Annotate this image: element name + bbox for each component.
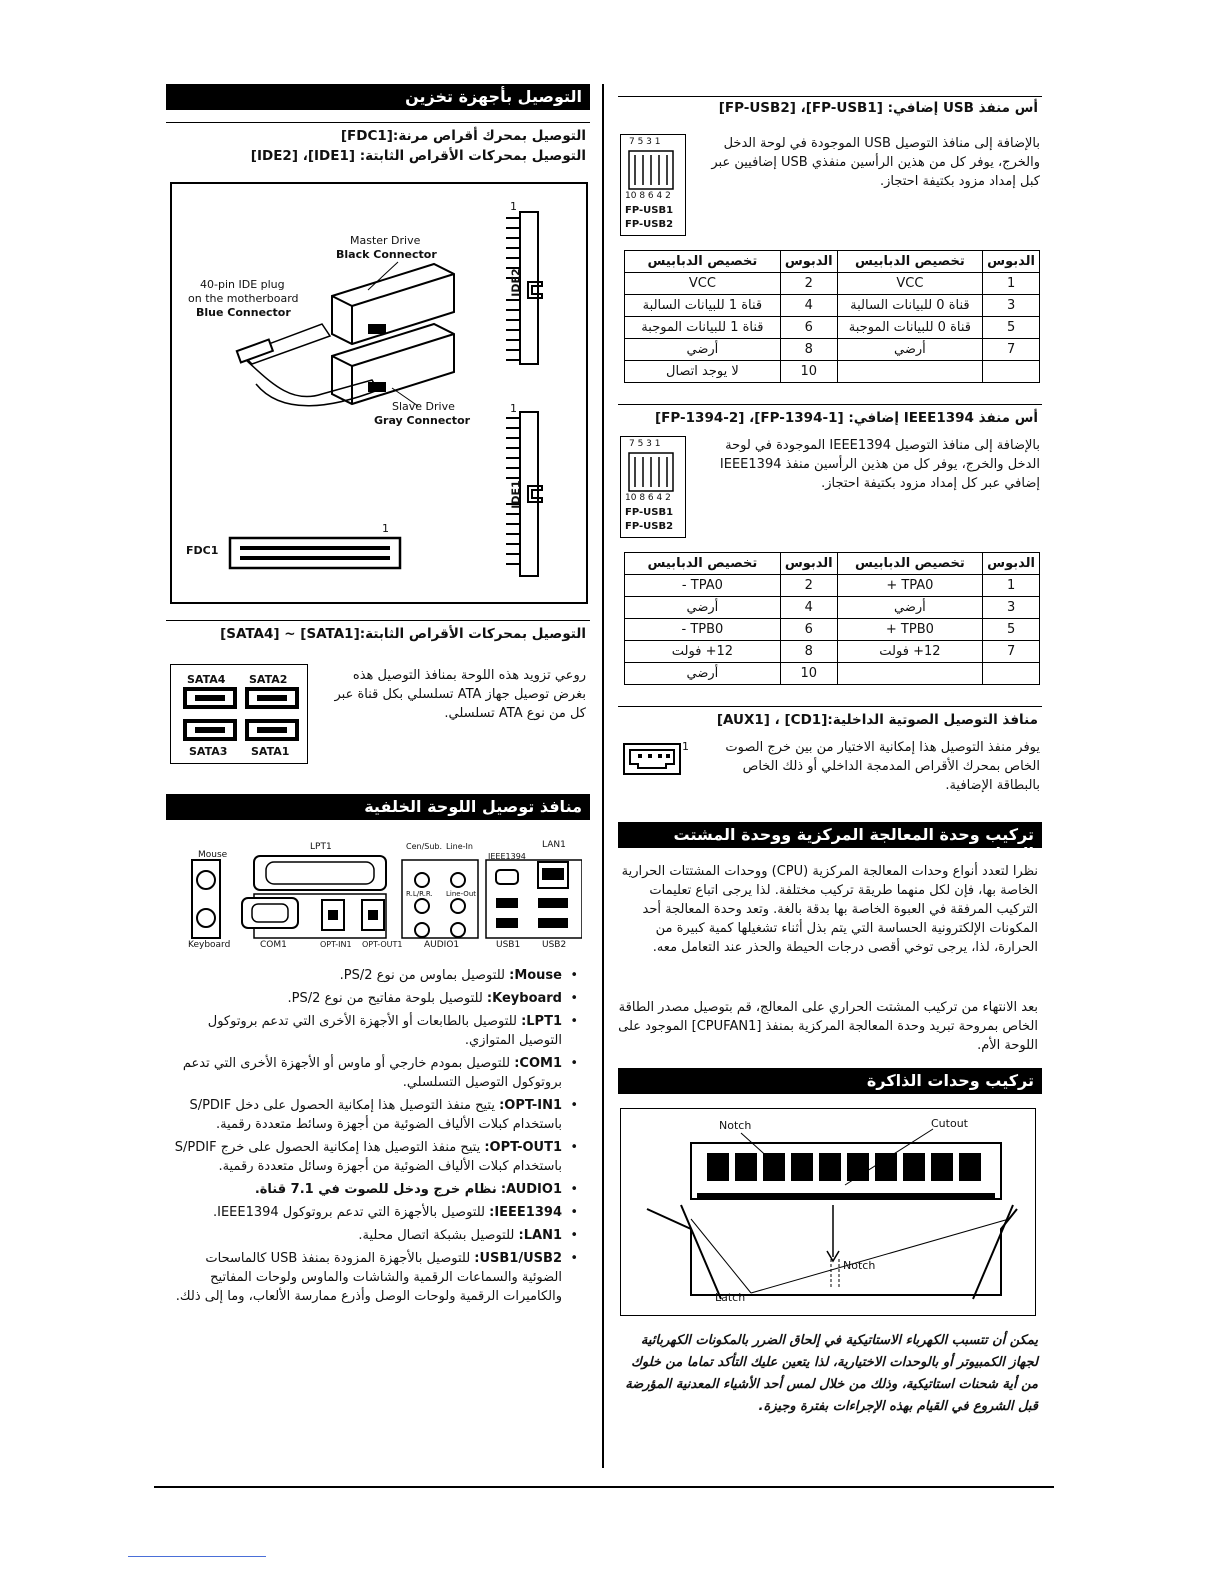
- column-separator: [602, 84, 604, 1468]
- memory-drawing: [621, 1109, 1035, 1315]
- header-pins-even: 10 8 6 4 2: [625, 191, 671, 201]
- optout-port-label: OPT-OUT1: [362, 940, 403, 949]
- table-cell: 12+ فولت: [837, 641, 983, 663]
- header-pins-odd: 7 5 3 1: [629, 439, 661, 449]
- bullet-text: للتوصيل بالطابعات أو الأجهزة الأخرى التي تدعم بروتوكول التوصيل المتوازي.: [207, 1014, 562, 1048]
- table-cell: TPA0 +: [837, 575, 983, 597]
- usb-pin-table: [624, 250, 1040, 383]
- table-cell: أرضي: [625, 663, 781, 685]
- slot-notch-label: Notch: [843, 1259, 876, 1272]
- table-row: [625, 619, 1040, 641]
- lineout-label: Line-Out: [446, 890, 476, 898]
- table-cell: أرضي: [837, 339, 983, 361]
- memory-install-title: تركيب وحدات الذاكرة: [618, 1068, 1042, 1094]
- cpu-paragraph-2: بعد الانتهاء من تركيب المشتت الحراري على المعالج، قم بتوصيل مصدر الطاقة الخاص بمروحة تبريد وحدة المعالجة المركزية بمنفذ [CPUFAN1] الموجود على اللوحة الأم.: [618, 1000, 1038, 1053]
- bullet-audio1: [166, 1180, 578, 1199]
- table-header: تخصيص الدبابيس: [837, 251, 983, 273]
- rear-panel-diagram: [186, 834, 582, 954]
- table-cell: 8: [780, 339, 837, 361]
- divider: [618, 706, 1042, 707]
- table-cell: أرضي: [625, 597, 781, 619]
- table-row: [625, 339, 1040, 361]
- ieee-pin-table: [624, 552, 1040, 685]
- bullet-name: OPT-OUT1:: [484, 1140, 562, 1155]
- table-row: [625, 597, 1040, 619]
- table-cell: 2: [780, 575, 837, 597]
- table-row: [625, 317, 1040, 339]
- table-row: [625, 273, 1040, 295]
- table-cell: 2: [780, 273, 837, 295]
- table-cell: VCC: [837, 273, 983, 295]
- divider: [618, 96, 1042, 97]
- table-cell: 3: [983, 597, 1040, 619]
- bullet-name: COM1:: [514, 1056, 562, 1071]
- table-row: [625, 641, 1040, 663]
- fp-usb1-label: FP-USB1: [625, 205, 674, 216]
- com1-port-label: COM1: [260, 940, 287, 950]
- plug-label-1: 40-pin IDE plug: [200, 278, 285, 291]
- table-cell: قناة 0 للبيانات السالبة: [837, 295, 983, 317]
- table-header: الدبوس: [983, 553, 1040, 575]
- bullet-usb: [166, 1249, 578, 1306]
- lpt1-port-label: LPT1: [310, 842, 332, 852]
- bullet-name: USB1/USB2:: [474, 1251, 562, 1266]
- fp-usb1-label: FP-USB1: [625, 507, 674, 518]
- table-header: الدبوس: [780, 251, 837, 273]
- table-cell: 8: [780, 641, 837, 663]
- table-cell: 7: [983, 339, 1040, 361]
- footer-rule: [154, 1486, 1054, 1488]
- notch-label: Notch: [719, 1119, 752, 1132]
- fp-usb2-label: FP-USB2: [625, 219, 674, 230]
- bullet-name: Mouse:: [509, 968, 562, 983]
- table-cell: لا يوجد اتصال: [625, 361, 781, 383]
- sata2-label: SATA2: [249, 673, 288, 686]
- censub-label: Cen/Sub.: [406, 842, 443, 851]
- mouse-port-label: Mouse: [198, 850, 228, 860]
- bullet-text: نظام خرج ودخل للصوت في 7.1 قناة.: [254, 1182, 497, 1197]
- ide-heading: التوصيل بمحركات الأقراص الثابتة: [IDE1]، [IDE2]: [250, 148, 586, 164]
- plug-label-2: on the motherboard: [188, 292, 299, 305]
- bullet-optin: [166, 1096, 578, 1134]
- bullet-text: للتوصيل بمودم خارجي أو ماوس أو الأجهزة الأخرى التي تدعم بروتوكول التوصيل التسلسلي.: [182, 1056, 562, 1090]
- fp-usb2-label: FP-USB2: [625, 521, 674, 532]
- bullet-com1: [166, 1054, 578, 1092]
- table-cell: 10: [780, 663, 837, 685]
- fdc-heading: التوصيل بمحرك أقراص مرنة:[FDC1]: [340, 128, 586, 144]
- table-cell: 7: [983, 641, 1040, 663]
- bullet-mouse: [166, 966, 578, 985]
- table-cell: 1: [983, 575, 1040, 597]
- table-header: تخصيص الدبابيس: [625, 251, 781, 273]
- gray-connector-label: Gray Connector: [374, 414, 471, 427]
- ieee-header-text: بالإضافة إلى منافذ التوصيل IEEE1394 الموجودة في لوحة الدخل والخرج، يوفر كل من هذين الرأسين منفذ IEEE1394 إضافي عبر كل إمداد مزود بكتيفة احتجاز.: [719, 438, 1040, 491]
- bullet-lpt1: [166, 1012, 578, 1050]
- slave-drive-label: Slave Drive: [392, 400, 455, 413]
- divider: [166, 620, 590, 621]
- fdc-pin1-label: 1: [382, 522, 389, 535]
- table-cell: TPA0 -: [625, 575, 781, 597]
- table-cell: 6: [780, 619, 837, 641]
- bullet-name: AUDIO1:: [500, 1182, 562, 1197]
- table-cell: 3: [983, 295, 1040, 317]
- ide-diagram: [170, 182, 588, 604]
- bullet-text: للتوصيل بالأجهزة المزودة بمنفذ USB كالماسحات الضوئية والسماعات الرقمية والشاشات والماوس ولوحات المفاتيح والكاميرات الرقمية ولوحات الوصل وأذرع ممارسة الألعاب، وما إلى ذلك.: [175, 1251, 562, 1304]
- table-row: [625, 295, 1040, 317]
- bullet-keyboard: [166, 989, 578, 1008]
- bullet-text: للتوصيل بشبكة اتصال محلية.: [358, 1228, 515, 1243]
- master-drive-label: Master Drive: [350, 234, 421, 247]
- external-devices-title: التوصيل بأجهزة تخزين: [166, 84, 590, 110]
- header-pins-odd: 7 5 3 1: [629, 137, 661, 147]
- ide2-pin1-label: 1: [510, 200, 517, 213]
- table-cell: قناة 0 للبيانات الموجبة: [837, 317, 983, 339]
- table-row: [625, 663, 1040, 685]
- bullet-text: للتوصيل بماوس من نوع PS/2.: [339, 968, 505, 983]
- bullet-ieee1394: [166, 1203, 578, 1222]
- usb-header-heading: أس منفذ USB إضافي: [FP-USB1]، [FP-USB2]: [718, 100, 1038, 116]
- table-cell: TPB0 -: [625, 619, 781, 641]
- optin-port-label: OPT-IN1: [320, 940, 352, 949]
- table-cell: قناة 1 للبيانات السالبة: [625, 295, 781, 317]
- table-cell: [983, 361, 1040, 383]
- header-pins-even: 10 8 6 4 2: [625, 493, 671, 503]
- table-cell: 6: [780, 317, 837, 339]
- blue-connector-label: Blue Connector: [196, 306, 291, 319]
- table-row: [625, 575, 1040, 597]
- usb-header-text: بالإضافة إلى منافذ التوصيل USB الموجودة في لوحة الدخل والخرج، يوفر كل من هذين الرأسين منفذي USB إضافيين عبر كبل إمداد مزود بكتيفة احتجاز.: [711, 136, 1040, 189]
- table-cell: [837, 361, 983, 383]
- cpu-install-title: تركيب وحدة المعالجة المركزية ووحدة المشتت الحراري: [618, 822, 1042, 848]
- ide1-label: IDE1: [509, 480, 523, 509]
- table-header: الدبوس: [983, 251, 1040, 273]
- rear-panel-bullets: [166, 966, 578, 1310]
- table-cell: [983, 663, 1040, 685]
- usb1-port-label: USB1: [496, 940, 521, 950]
- bullet-lan1: [166, 1226, 578, 1245]
- sata1-label: SATA1: [251, 745, 290, 758]
- bullet-optout: [166, 1138, 578, 1176]
- table-cell: 12+ فولت: [625, 641, 781, 663]
- cd-text: يوفر منفذ التوصيل هذا إمكانية الاختيار من بين خرج الصوت الخاص بمحرك الأقراص المدمجة الداخلي أو ذلك الخاص بالبطاقة الإضافية.: [725, 740, 1040, 793]
- latch-label: Latch: [715, 1291, 746, 1304]
- rlrr-label: R.L/R.R.: [406, 890, 433, 898]
- sata-text: روعي تزويد هذه اللوحة بمنافذ التوصيل هذه بغرض توصيل جهاز ATA تسلسلي بكل قناة عبر كل من نوع ATA تسلسلي.: [334, 668, 586, 721]
- cd-pin1-label: 1: [682, 740, 689, 753]
- sata-diagram: [170, 664, 308, 764]
- cpu-paragraph-1: نظرا لتعدد أنواع وحدات المعالجة المركزية (CPU) ووحدات المشتتات الحرارية الخاصة بها، فإن لكل منهما طريقة تركيب مختلفة. لذا يرجى اتباع تعليمات التركيب المرفقة في العبوة الخاصة بها بدقة بالغة. وتعد وحدة المعالجة أحد المكونات الإلكترونية الحساسة التي يتم بذل أثناء تشغيلها كمية كبيرة من الحرارة، لذا، يرجى توخي أقصى درجات الحيطة والحذر عند التعامل معه.: [621, 864, 1038, 955]
- bullet-text: للتوصيل بالأجهزة التي تدعم بروتوكول IEEE1394.: [212, 1205, 485, 1220]
- table-cell: VCC: [625, 273, 781, 295]
- ieee-header-heading: أس منفذ IEEE1394 إضافي: [FP-1394-1]، [FP-1394-2]: [655, 410, 1038, 426]
- sata3-label: SATA3: [189, 745, 228, 758]
- sata4-label: SATA4: [187, 673, 226, 686]
- static-warning-note: يمكن أن تتسبب الكهرباء الاستاتيكية في إلحاق الضرر بالمكونات الكهربائية لجهاز الكمبيوتر أو بالوحدات الاختيارية، لذا يتعين عليك التأكد تماما من خلوك من أية شحنات استاتيكية، وذلك من خلال لمس أحد الأشياء المعدنية المؤرضة قبل الشروع في القيام بهذه الإجراءات بفترة وجيزة.: [625, 1333, 1038, 1414]
- table-header: تخصيص الدبابيس: [625, 553, 781, 575]
- keyboard-port-label: Keyboard: [188, 940, 231, 950]
- bullet-name: LPT1:: [521, 1014, 562, 1029]
- bullet-name: IEEE1394:: [489, 1205, 562, 1220]
- black-connector-label: Black Connector: [336, 248, 437, 261]
- bullet-text: للتوصيل بلوحة مفاتيح من نوع PS/2.: [287, 991, 483, 1006]
- table-cell: TPB0 +: [837, 619, 983, 641]
- table-cell: 5: [983, 619, 1040, 641]
- divider: [618, 404, 1042, 405]
- table-header: تخصيص الدبابيس: [837, 553, 983, 575]
- ide1-pin1-label: 1: [510, 402, 517, 415]
- memory-diagram: [620, 1108, 1036, 1316]
- divider: [166, 122, 590, 123]
- linein-label: Line-In: [446, 842, 473, 851]
- bullet-name: OPT-IN1:: [499, 1098, 562, 1113]
- lan1-port-label: LAN1: [542, 840, 566, 850]
- bullet-text: يتيح منفذ التوصيل هذا إمكانية الحصول على دخل S/PDIF باستخدام كبلات الألياف الضوئية من أجهزة وسائط متعددة رقمية.: [189, 1098, 562, 1132]
- table-cell: أرضي: [625, 339, 781, 361]
- table-cell: 5: [983, 317, 1040, 339]
- bullet-text: يتيح منفذ التوصيل هذا إمكانية الحصول على خرج S/PDIF باستخدام كبلات الألياف الضوئية من أجهزة وسائل متعددة رقمية.: [174, 1140, 562, 1174]
- table-cell: 1: [983, 273, 1040, 295]
- bullet-name: Keyboard:: [486, 991, 562, 1006]
- usb2-port-label: USB2: [542, 940, 567, 950]
- table-header: الدبوس: [780, 553, 837, 575]
- ieee-header-diagram: [620, 436, 686, 538]
- table-row: [625, 361, 1040, 383]
- table-cell: [837, 663, 983, 685]
- rear-panel-title: منافذ توصيل اللوحة الخلفية: [166, 794, 590, 820]
- usb-header-diagram: [620, 134, 686, 236]
- table-cell: 10: [780, 361, 837, 383]
- left-column: [166, 84, 590, 110]
- table-cell: 4: [780, 295, 837, 317]
- table-cell: قناة 1 للبيانات الموجبة: [625, 317, 781, 339]
- cutout-label: Cutout: [931, 1117, 968, 1130]
- table-cell: 4: [780, 597, 837, 619]
- ide2-label: IDE2: [509, 268, 523, 297]
- cd-connector-diagram: [622, 740, 694, 780]
- fdc1-label: FDC1: [186, 544, 219, 557]
- ieee1394-port-label: IEEE1394: [488, 852, 526, 861]
- footnote-rule: [128, 1556, 266, 1557]
- sata-heading: التوصيل بمحركات الأقراص الثابتة:[SATA1] ~ [SATA4]: [220, 626, 586, 642]
- table-cell: أرضي: [837, 597, 983, 619]
- bullet-name: LAN1:: [518, 1228, 562, 1243]
- audio1-port-label: AUDIO1: [424, 940, 460, 950]
- cd-heading: منافذ التوصيل الصوتية الداخلية:[CD1] ، [AUX1]: [716, 712, 1038, 728]
